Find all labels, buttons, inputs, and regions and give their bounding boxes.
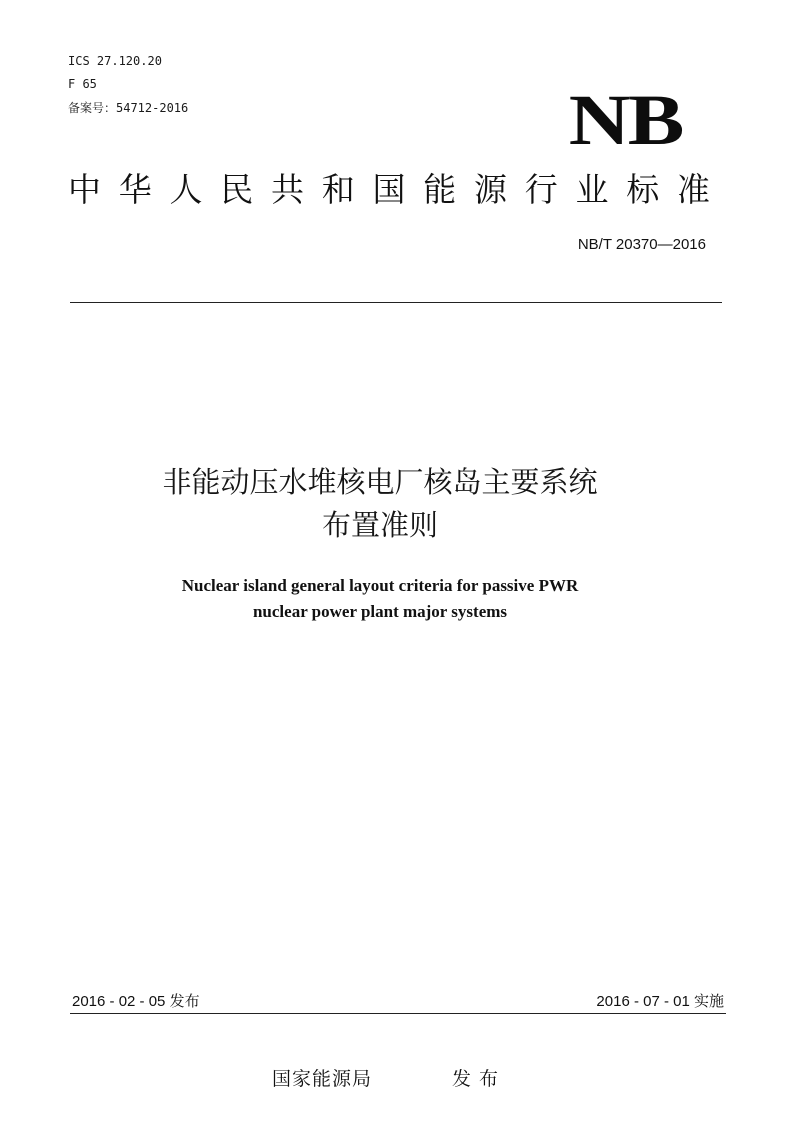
nb-logo: NB bbox=[568, 80, 682, 160]
title-zh-line1: 非能动压水堆核电厂核岛主要系统 bbox=[162, 465, 598, 499]
ics-code: ICS 27.120.20 bbox=[68, 54, 162, 68]
header-divider bbox=[70, 302, 722, 303]
publisher-action: 发 布 bbox=[452, 1068, 500, 1090]
title-en-line1: Nuclear island general layout criteria for passive PWR bbox=[181, 576, 579, 595]
standard-type-title: 中华人民共和国能源行业标准 bbox=[68, 170, 710, 209]
publisher-name: 国家能源局 bbox=[272, 1068, 373, 1090]
title-zh-line2: 布置准则 bbox=[321, 508, 438, 542]
standard-number: NB/T 20370—2016 bbox=[577, 236, 706, 253]
issue-date: 2016 - 02 - 05 发布 bbox=[72, 993, 200, 1010]
date-divider bbox=[70, 1013, 726, 1014]
implementation-date: 2016 - 07 - 01 实施 bbox=[596, 993, 724, 1010]
ccs-code: F 65 bbox=[68, 77, 97, 91]
filing-number: 备案号：54712-2016 bbox=[68, 101, 189, 115]
title-en-line2: nuclear power plant major systems bbox=[252, 602, 508, 621]
